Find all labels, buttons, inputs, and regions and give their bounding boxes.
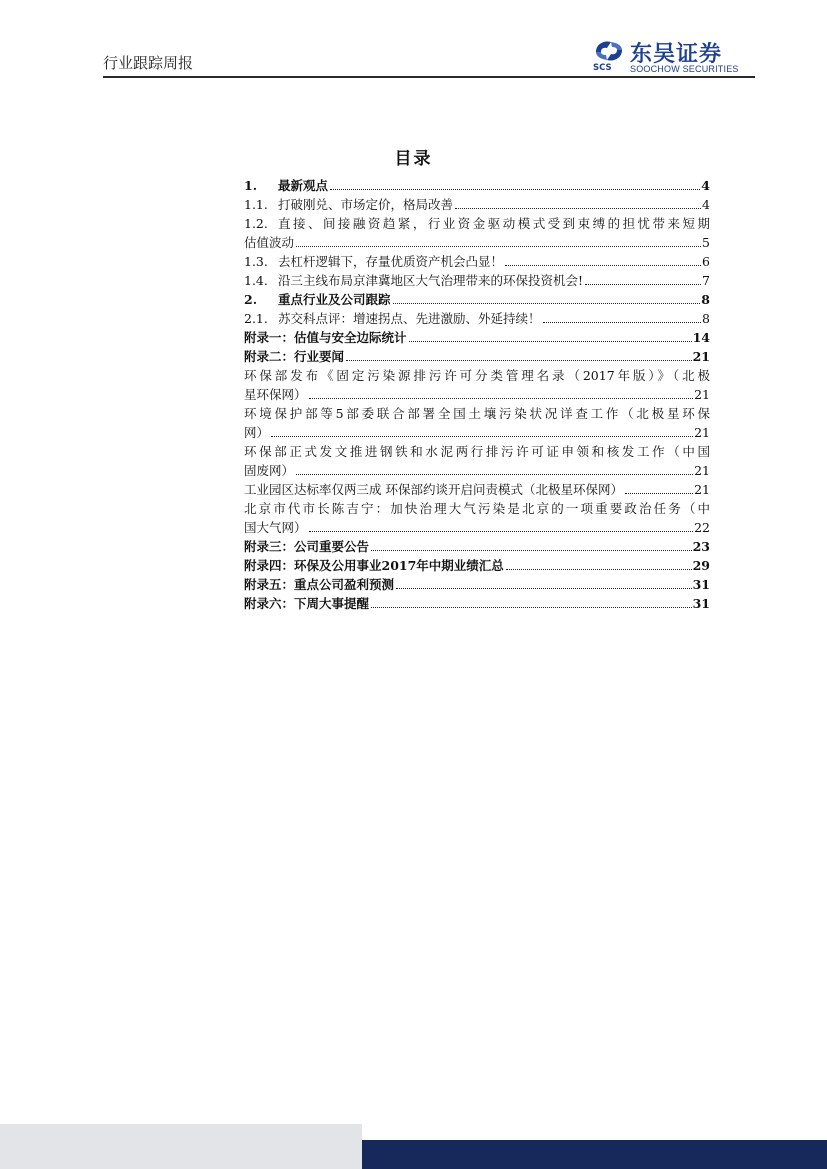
toc-entry-page: 21 xyxy=(692,349,710,364)
toc-leader-dots xyxy=(393,302,701,304)
toc-entry-page: 5 xyxy=(702,235,710,250)
toc-leader-dots xyxy=(371,606,692,608)
toc-entry[interactable] xyxy=(244,347,710,366)
toc-entry-text: 附录四：环保及公用事业2017年中期业绩汇总 xyxy=(244,558,504,573)
toc-entry-number: 2.1. xyxy=(244,311,268,326)
toc-entry-page: 14 xyxy=(692,330,710,345)
toc-entry-text: 环境保护部等5部委联合部署全国土壤污染状况详查工作（北极星环保 xyxy=(244,406,710,421)
toc-leader-dots xyxy=(371,549,692,551)
toc-leader-dots xyxy=(585,283,701,285)
toc-leader-dots xyxy=(330,188,700,190)
toc-entry[interactable] xyxy=(244,290,710,309)
toc-leader-dots xyxy=(543,321,702,323)
toc-entry-text: 环保部正式发文推进钢铁和水泥两行排污许可证申领和核发工作（中国 xyxy=(244,444,710,459)
toc-entry-number: 1.3. xyxy=(244,254,268,269)
toc-entry-page: 21 xyxy=(694,482,710,497)
toc-entry[interactable] xyxy=(244,252,710,271)
logo-english-name: SOOCHOW SECURITIES xyxy=(630,64,739,74)
toc-entry-text: 工业园区达标率仅两三成 环保部约谈开启问责模式（北极星环保网） xyxy=(244,482,623,497)
toc-entry[interactable] xyxy=(244,461,710,480)
toc-entry[interactable] xyxy=(244,309,710,328)
toc-leader-dots xyxy=(296,245,701,247)
toc-entry-number: 2. xyxy=(244,292,258,307)
toc-entry-page: 8 xyxy=(702,311,710,326)
toc-leader-dots xyxy=(409,340,692,342)
toc-leader-dots xyxy=(625,492,693,494)
toc-entry[interactable] xyxy=(244,328,710,347)
toc-entry-text: 苏交科点评：增速拐点、先进激励、外延持续！ xyxy=(278,311,541,326)
toc-entry-page: 7 xyxy=(702,273,710,288)
toc-leader-dots xyxy=(271,435,693,437)
toc-entry[interactable] xyxy=(244,594,710,613)
toc-leader-dots xyxy=(455,207,701,209)
toc-leader-dots xyxy=(396,587,692,589)
toc-entry-text: 附录一：估值与安全边际统计 xyxy=(244,330,407,345)
toc-entry-text-continued: 估值波动 xyxy=(244,235,295,250)
toc-entry[interactable] xyxy=(244,385,710,404)
table-of-contents xyxy=(244,176,710,613)
toc-entry-page: 4 xyxy=(702,197,710,212)
toc-entry[interactable] xyxy=(244,480,710,499)
toc-entry[interactable] xyxy=(244,423,710,442)
toc-entry-text: 附录三：公司重要公告 xyxy=(244,539,370,554)
toc-entry-page: 21 xyxy=(694,425,710,440)
toc-entry-text: 最新观点 xyxy=(278,178,329,193)
toc-entry-number: 1.1. xyxy=(244,197,268,212)
footer-band-light xyxy=(0,1124,362,1169)
brand-logo xyxy=(592,38,758,74)
toc-entry-page: 22 xyxy=(694,520,710,535)
toc-entry[interactable] xyxy=(244,404,710,423)
toc-entry-text: 附录六：下周大事提醒 xyxy=(244,596,370,611)
toc-entry-page: 31 xyxy=(692,577,710,592)
toc-entry[interactable] xyxy=(244,556,710,575)
toc-entry-page: 29 xyxy=(692,558,710,573)
toc-entry-text-continued: 星环保网） xyxy=(244,387,307,402)
logo-chinese-name: 东吴证券 xyxy=(630,42,723,67)
toc-entry-page: 31 xyxy=(692,596,710,611)
toc-entry-text-continued: 网） xyxy=(244,425,270,440)
toc-leader-dots xyxy=(309,397,694,399)
toc-leader-dots xyxy=(309,530,694,532)
toc-entry-page: 23 xyxy=(692,539,710,554)
toc-entry[interactable] xyxy=(244,271,710,290)
toc-entry-page: 4 xyxy=(701,178,710,193)
report-type-label: 行业跟踪周报 xyxy=(103,54,194,72)
toc-leader-dots xyxy=(346,359,692,361)
toc-entry[interactable] xyxy=(244,499,710,518)
toc-entry-text: 北京市代市长陈吉宁：加快治理大气污染是北京的一项重要政治任务（中 xyxy=(244,501,710,516)
toc-entry-number: 1.4. xyxy=(244,273,268,288)
toc-entry-text: 附录二：行业要闻 xyxy=(244,349,345,364)
toc-entry-number: 1. xyxy=(244,178,258,193)
toc-entry[interactable] xyxy=(244,214,710,233)
toc-entry-text: 重点行业及公司跟踪 xyxy=(278,292,391,307)
toc-entry[interactable] xyxy=(244,233,710,252)
toc-leader-dots xyxy=(296,473,693,475)
toc-entry-text: 直接、间接融资趋紧，行业资金驱动模式受到束缚的担忧带来短期 xyxy=(278,216,710,231)
toc-entry[interactable] xyxy=(244,366,710,385)
toc-entry[interactable] xyxy=(244,195,710,214)
toc-entry-page: 8 xyxy=(701,292,710,307)
toc-title: 目录 xyxy=(394,149,433,169)
toc-entry-text-continued: 国大气网） xyxy=(244,520,307,535)
toc-entry-page: 6 xyxy=(702,254,710,269)
toc-entry[interactable] xyxy=(244,537,710,556)
toc-entry-text: 环保部发布《固定污染源排污许可分类管理名录（2017年版）》（北极 xyxy=(244,368,710,383)
toc-entry[interactable] xyxy=(244,176,710,195)
toc-entry-text: 沿三主线布局京津冀地区大气治理带来的环保投资机会! xyxy=(278,273,584,288)
toc-entry[interactable] xyxy=(244,575,710,594)
toc-entry-text: 打破刚兑、市场定价，格局改善 xyxy=(278,197,454,212)
toc-entry-text: 去杠杆逻辑下，存量优质资产机会凸显！ xyxy=(278,254,504,269)
header-divider xyxy=(103,76,755,78)
toc-entry-page: 21 xyxy=(694,387,710,402)
toc-entry-text-continued: 固废网） xyxy=(244,463,295,478)
toc-entry-number: 1.2. xyxy=(244,216,268,231)
toc-leader-dots xyxy=(505,264,701,266)
toc-entry[interactable] xyxy=(244,518,710,537)
logo-mark-text: SCS xyxy=(593,63,612,72)
toc-leader-dots xyxy=(506,568,692,570)
footer-band-dark xyxy=(362,1140,827,1169)
toc-entry-text: 附录五：重点公司盈利预测 xyxy=(244,577,395,592)
toc-entry-page: 21 xyxy=(694,463,710,478)
toc-entry[interactable] xyxy=(244,442,710,461)
soochow-logo-icon xyxy=(592,38,626,72)
